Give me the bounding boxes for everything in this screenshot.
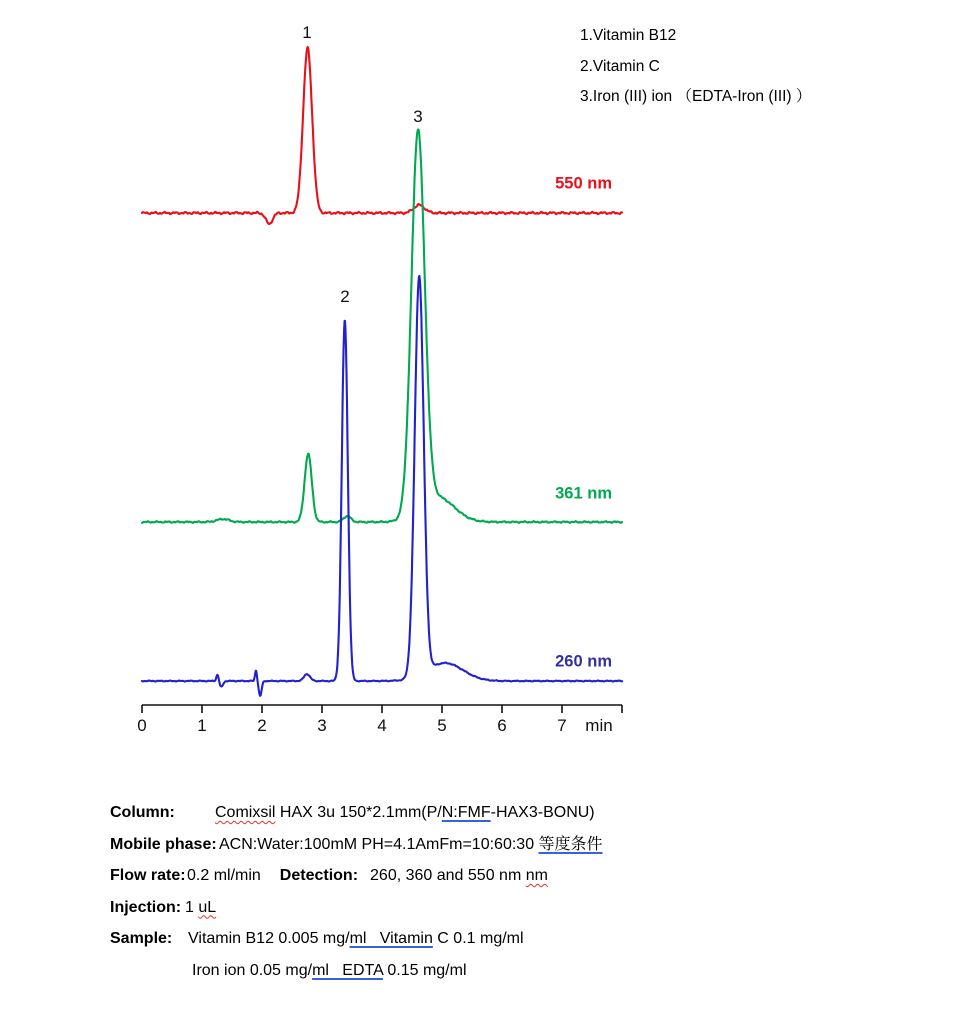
flow-rate-label: Flow rate: <box>110 867 186 884</box>
x-tick-label-2: 2 <box>257 716 267 735</box>
mobile-phase-value: ACN:Water:100mM PH=4.1AmFm=10:60:30 <box>219 835 539 853</box>
legend-item-3: 3.Iron (III) ion （EDTA-Iron (III) ） <box>580 88 812 105</box>
trace-550-nm <box>142 47 622 224</box>
trace-361-nm <box>142 130 622 523</box>
detection-value-nm: nm <box>525 867 548 884</box>
x-tick-label-3: 3 <box>317 716 327 735</box>
wavelength-label-361-nm: 361 nm <box>555 484 612 503</box>
mobile-phase-isocratic: 等度条件 <box>538 835 603 853</box>
injection-line <box>110 892 603 924</box>
wavelength-label-260-nm: 260 nm <box>555 652 612 671</box>
trace-260-nm <box>142 276 622 696</box>
wavelength-label-550-nm: 550 nm <box>555 174 612 193</box>
column-value-comixsil: Comixsil <box>215 804 276 821</box>
injection-label: Injection: <box>110 898 182 916</box>
sample-label: Sample: <box>110 930 173 947</box>
sample-line-2 <box>110 955 603 987</box>
sample-value-b12: Vitamin B12 0.005 mg/ <box>188 930 350 947</box>
method-details <box>110 797 603 986</box>
sample-line-1 <box>110 923 603 955</box>
detection-label: Detection: <box>279 867 359 884</box>
peak-label-3: 3 <box>413 107 423 126</box>
flow-rate-value: 0.2 ml/min <box>187 867 261 884</box>
sample-value-c: C 0.1 mg/ml <box>432 930 524 947</box>
peak-label-1: 1 <box>302 23 312 42</box>
injection-value: 1 <box>185 898 199 916</box>
flow-detection-line <box>110 860 603 892</box>
column-line <box>110 797 603 829</box>
peak-legend <box>580 21 811 113</box>
mobile-phase-line <box>110 829 603 861</box>
column-value-pn: N:FMF <box>441 804 491 821</box>
x-tick-label-7: 7 <box>557 716 567 735</box>
sample-value-ml-vitamin: ml Vitamin <box>349 930 433 947</box>
injection-value-ul: uL <box>198 898 217 916</box>
column-value-mid: HAX 3u 150*2.1mm(P/ <box>275 804 442 821</box>
x-tick-label-5: 5 <box>437 716 447 735</box>
x-axis-unit-label: min <box>585 716 613 735</box>
column-value-end: -HAX3-BONU) <box>490 804 595 821</box>
mobile-phase-label: Mobile phase: <box>110 835 217 853</box>
sample-value-iron: Iron ion 0.05 mg/ <box>192 961 313 979</box>
sample-value-edta-conc: 0.15 mg/ml <box>382 961 467 979</box>
column-label: Column: <box>110 804 175 821</box>
x-tick-label-1: 1 <box>197 716 207 735</box>
detection-value: 260, 360 and 550 nm <box>370 867 526 884</box>
x-tick-label-4: 4 <box>377 716 387 735</box>
sample-value-ml-edta: ml EDTA <box>312 961 383 979</box>
x-tick-label-6: 6 <box>497 716 507 735</box>
legend-item-1: 1.Vitamin B12 <box>580 27 677 44</box>
x-tick-label-0: 0 <box>137 716 147 735</box>
peak-label-2: 2 <box>340 287 350 306</box>
legend-item-2: 2.Vitamin C <box>580 57 660 75</box>
